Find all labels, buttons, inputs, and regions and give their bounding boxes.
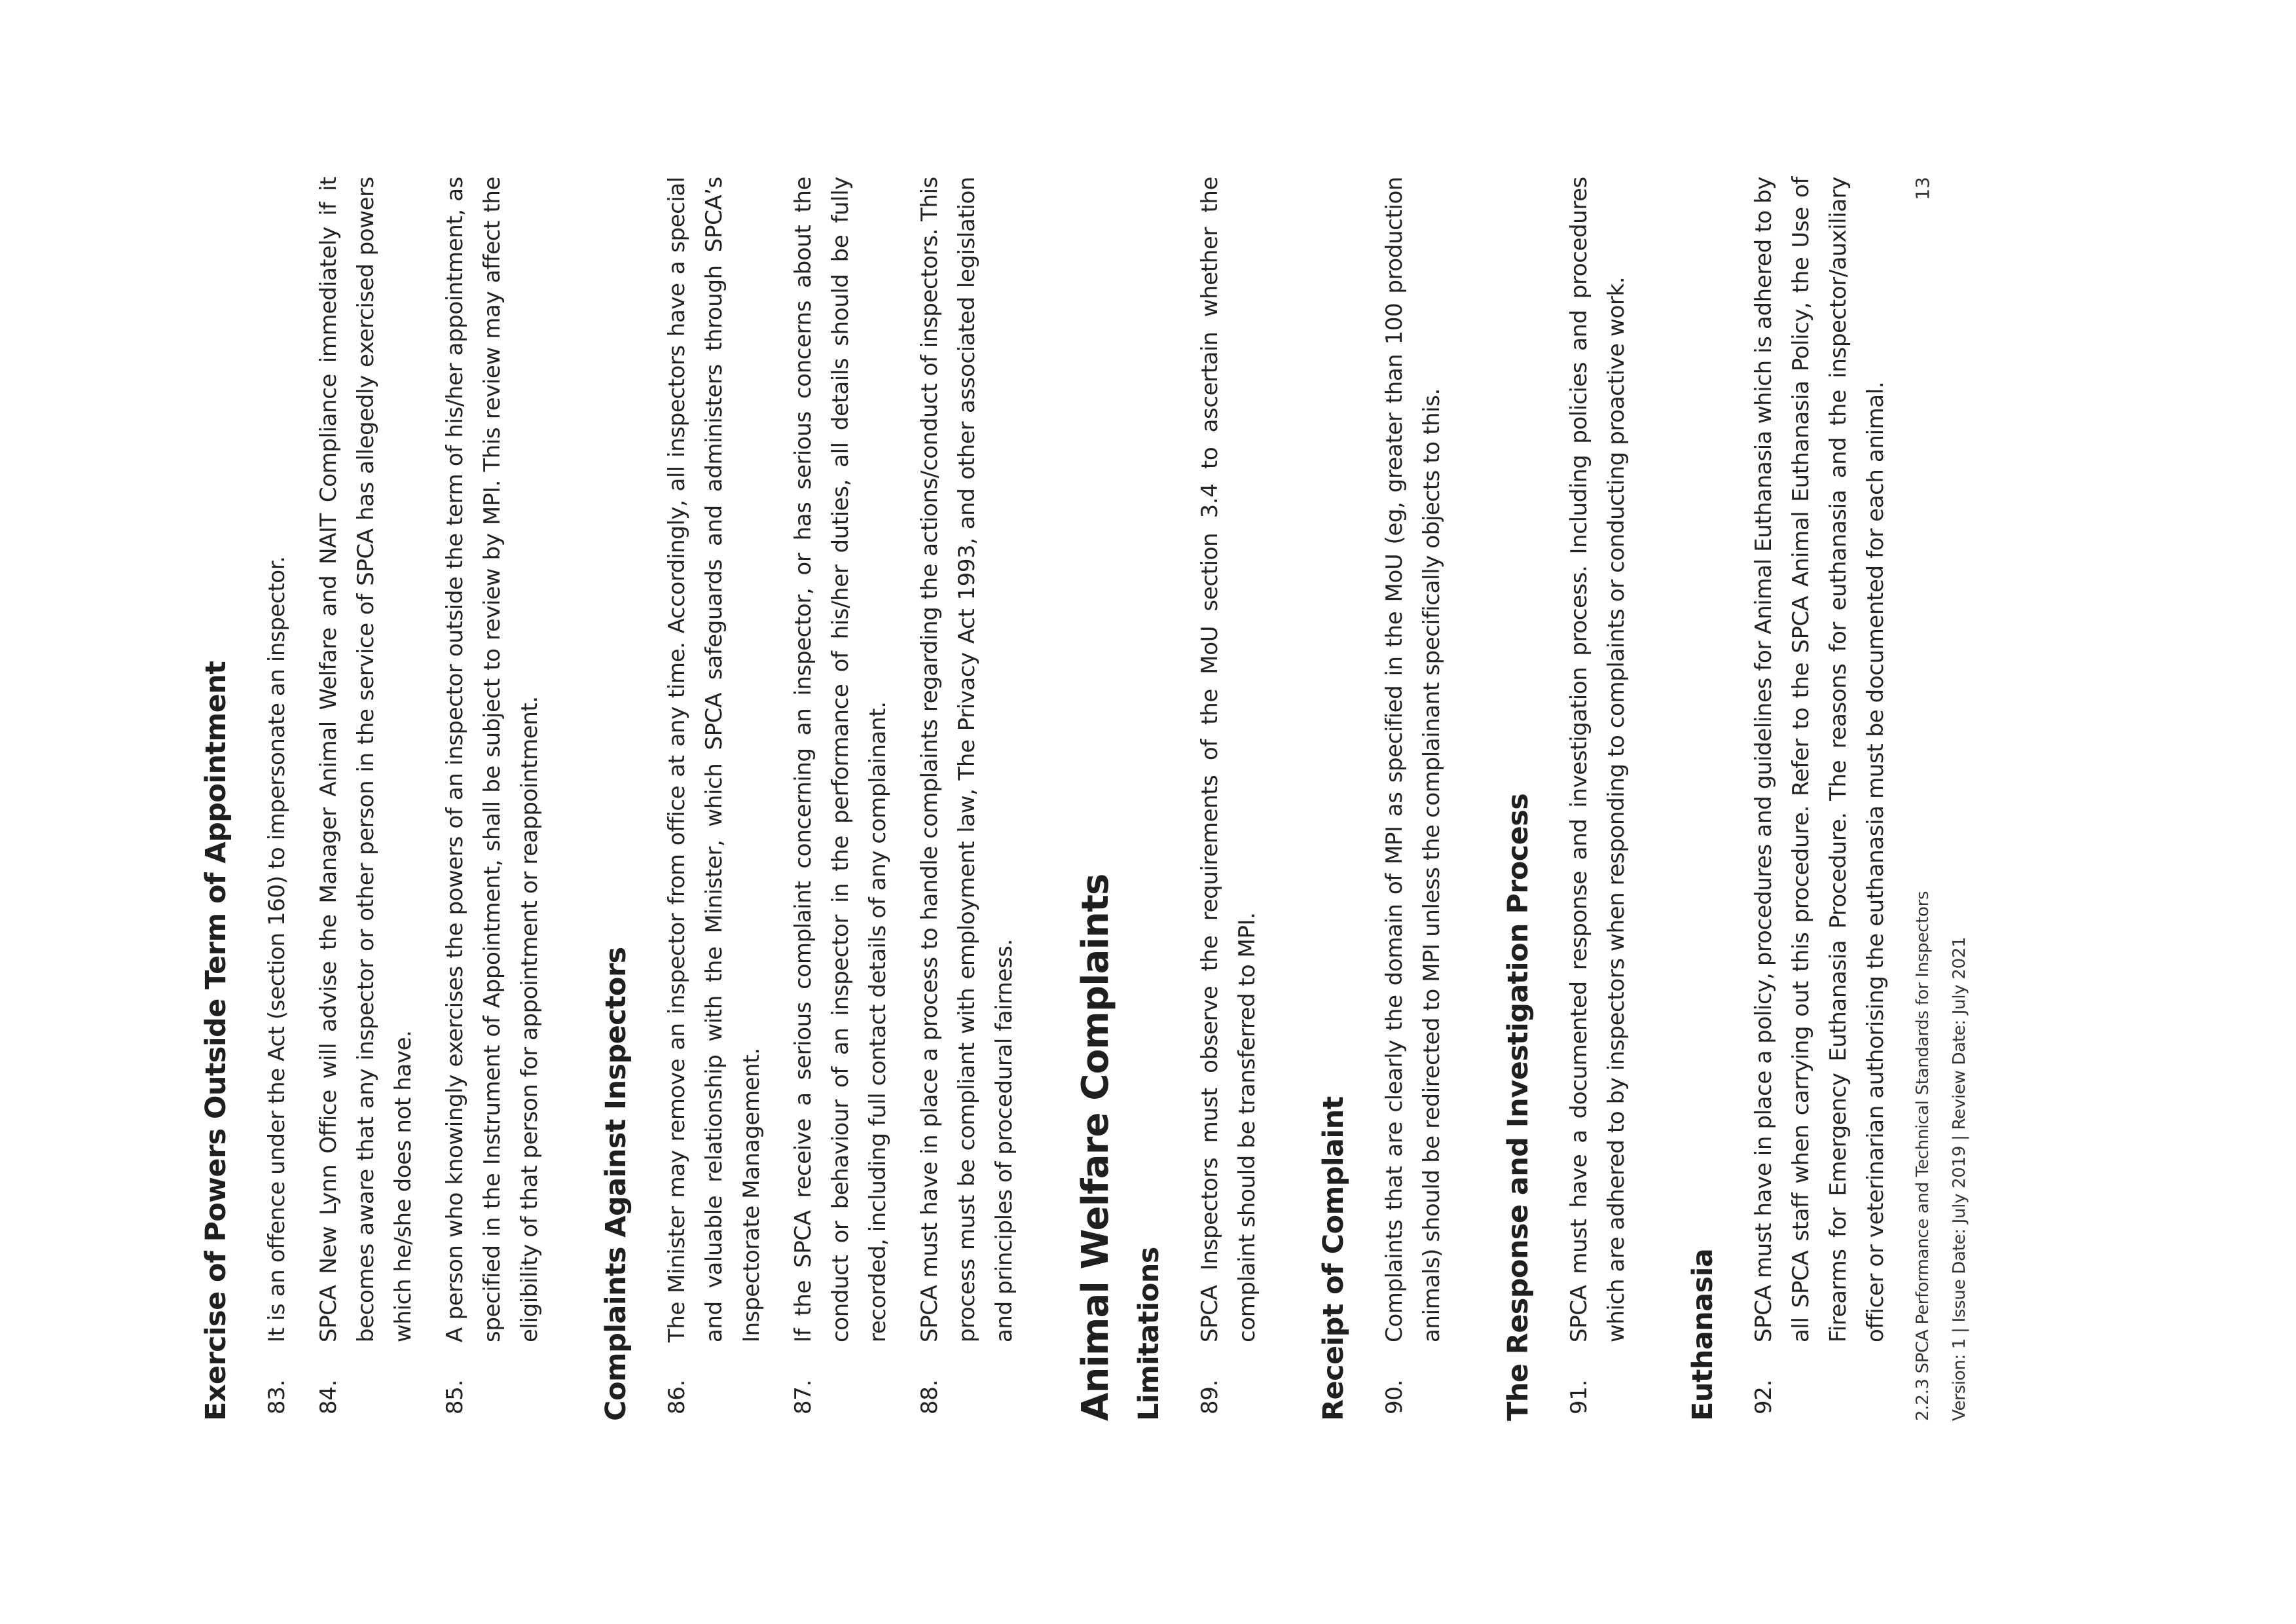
paragraph-87 — [785, 177, 897, 1421]
paragraph-text: The Minister may remove an inspector from office at any time. Accordingly, all inspectors have a special and valuable relationship with the Minister, which SPCA safeguards and administers through SPCA’s Inspectorate Management. — [664, 177, 765, 1342]
page-number: 13 — [1912, 177, 1933, 200]
section-heading-response-and-investigation: The Response and Investigation Process — [1502, 793, 1535, 1421]
paragraph-text: It is an offence under the Act (section 160) to impersonate an inspector. — [264, 556, 290, 1342]
page-footer — [1912, 177, 1971, 1421]
paragraph-number: 83. — [264, 1380, 290, 1414]
paragraph-number: 84. — [316, 1380, 342, 1414]
paragraph-number: 85. — [442, 1380, 468, 1414]
paragraph-83 — [259, 177, 296, 1421]
paragraph-text: SPCA New Lynn Office will advise the Manager Animal Welfare and NAIT Compliance immediately if it becomes aware that any inspector or other person in the service of SPCA has allegedly exercised powers which he/she does not have. — [316, 177, 416, 1342]
paragraph-88 — [911, 177, 1023, 1421]
section-heading-animal-welfare-complaints: Animal Welfare Complaints — [1074, 874, 1117, 1421]
paragraph-84 — [310, 177, 422, 1421]
paragraph-text: SPCA must have a documented response and investigation process. Including policies and procedures which are adhered to by inspectors when responding to complaints or conducting proactive work. — [1566, 177, 1630, 1342]
paragraph-number: 92. — [1751, 1380, 1777, 1414]
paragraph-number: 89. — [1197, 1380, 1223, 1414]
section-heading-exercise-of-powers: Exercise of Powers Outside Term of Appointment — [200, 661, 232, 1421]
section-heading-receipt-of-complaint: Receipt of Complaint — [1317, 1096, 1350, 1421]
paragraph-number: 91. — [1566, 1380, 1592, 1414]
footer-document-title: 2.2.3 SPCA Performance and Technical Standards for Inspectors — [1913, 891, 1933, 1421]
paragraph-number: 86. — [664, 1380, 690, 1414]
section-heading-complaints-against-inspectors: Complaints Against Inspectors — [600, 947, 632, 1421]
paragraph-text: SPCA Inspectors must observe the requirements of the MoU section 3.4 to ascertain whether the complaint should be transferred to MPI. — [1197, 177, 1260, 1342]
paragraph-91 — [1561, 177, 1635, 1421]
paragraph-89 — [1192, 177, 1266, 1421]
paragraph-86 — [659, 177, 771, 1421]
footer-version-dates: Version: 1 | Issue Date: July 2019 | Review Date: July 2021 — [1950, 936, 1969, 1421]
paragraph-text: If the SPCA receive a serious complaint concerning an inspector, or has serious concerns about the conduct or behaviour of an inspector in the performance of his/her duties, all details should be fully recorded, including full contact details of any complainant. — [790, 177, 891, 1342]
paragraph-text: A person who knowingly exercises the powers of an inspector outside the term of his/her appointment, as specified in the Instrument of Appointment, shall be subject to review by MPI. This review may affect the eligibility of that person for appointment or reappointment. — [442, 177, 543, 1342]
section-heading-euthanasia: Euthanasia — [1686, 1248, 1719, 1421]
paragraph-number: 87. — [790, 1380, 816, 1414]
paragraph-text: Complaints that are clearly the domain of MPI as specified in the MoU (eg, greater than 100 production animals) should be redirected to MPI unless the complainant specifically objects to this. — [1381, 177, 1445, 1342]
page-content — [200, 177, 1971, 1421]
paragraph-92 — [1745, 177, 1895, 1421]
paragraph-text: SPCA must have in place a policy, procedures and guidelines for Animal Euthanasia which is adhered to by all SPCA staff when carrying out this procedure. Refer to the SPCA Animal Euthanasia Policy, the Use of Firearms for Emergency Euthanasia Procedure. The reasons for euthanasia and the inspector/auxiliary officer or veterinarian authorising the euthanasia must be documented for each animal. — [1751, 177, 1889, 1342]
paragraph-number: 90. — [1381, 1380, 1408, 1414]
paragraph-number: 88. — [917, 1380, 943, 1414]
section-heading-limitations: Limitations — [1133, 1247, 1165, 1421]
paragraph-text: SPCA must have in place a process to handle complaints regarding the actions/conduct of inspectors. This process must be compliant with employment law, The Privacy Act 1993, and other associated legislation and principles of procedural fairness. — [917, 177, 1017, 1342]
paragraph-85 — [437, 177, 549, 1421]
paragraph-90 — [1376, 177, 1451, 1421]
